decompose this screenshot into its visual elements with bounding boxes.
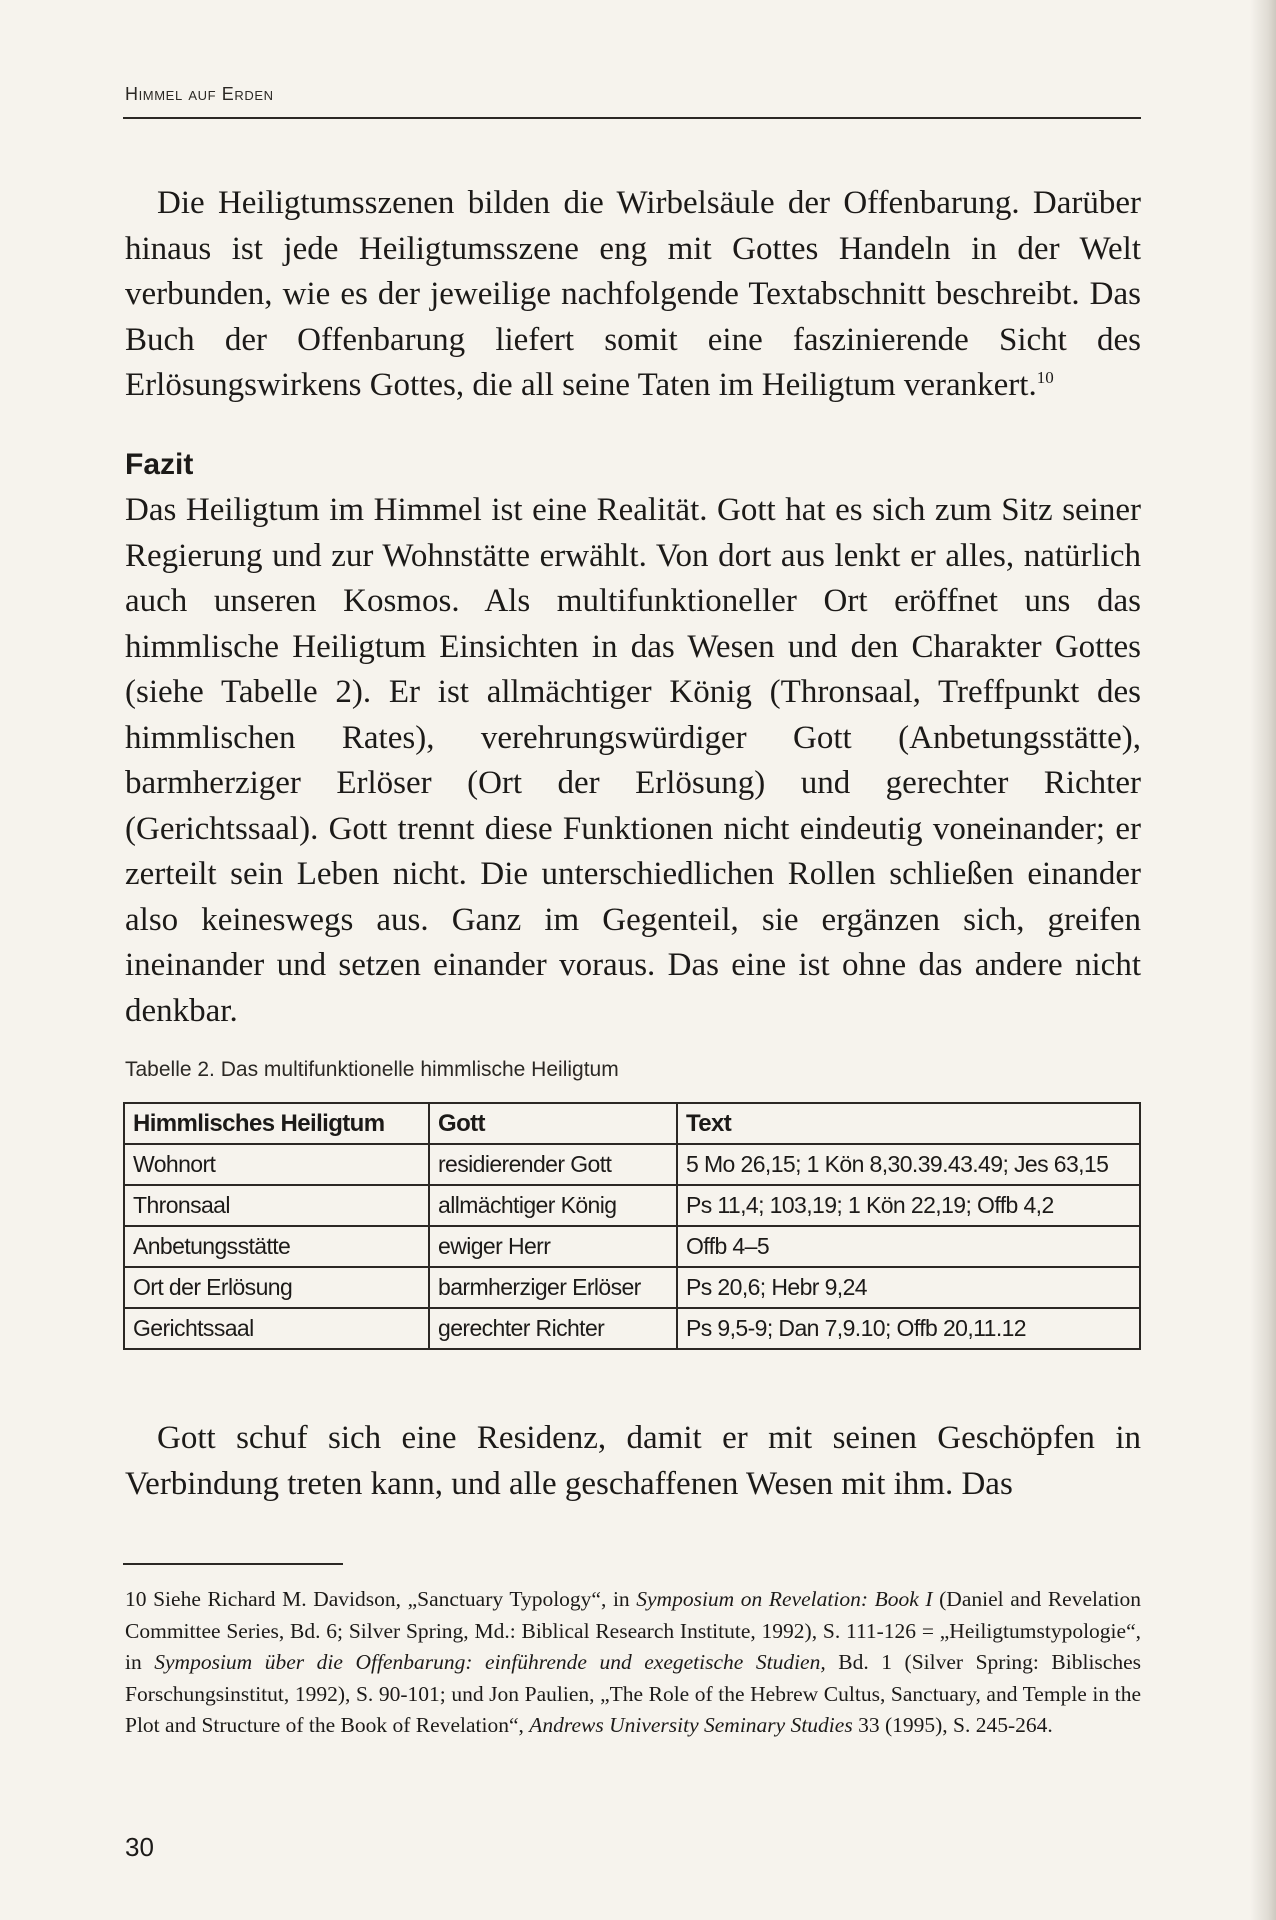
table-cell: Gerichtssaal (124, 1308, 429, 1349)
footnote-text: (Daniel and Revelation Committee Series, Bd. 6; Silver Spring, Md.: Biblical Research Institute, 1992), S. 111-126 = „Heiligtumstypologie“, in (125, 1587, 1141, 1674)
paragraph-2: Das Heiligtum im Himmel ist eine Realität. Gott hat es sich zum Sitz seiner Regierung und zur Wohnstätte erwählt. Von dort aus lenkt er alles, natürlich auch unseren Kosmos. Als multifunktioneller Ort eröffnet uns das himmlische Heiligtum Einsichten in das Wesen und den Charakter Gottes (siehe Tabelle 2). Er ist allmächtiger König (Thronsaal, Treffpunkt des himmlischen Rates), verehrungswürdiger Gott (Anbetungsstätte), barmherziger Erlöser (Ort der Erlösung) und gerechter Richter (Gerichtssaal). Gott trennt diese Funktionen nicht eindeutig voneinander; er zerteilt sein Leben nicht. Die unterschiedlichen Rollen schließen einander also keineswegs aus. Ganz im Gegenteil, sie ergänzen sich, greifen ineinander und setzen einander voraus. Das eine ist ohne das andere nicht denkbar. (125, 492, 1141, 1029)
footnote-text: Bd. 1 (Silver Spring: Biblisches Forschungsinstitut, 1992), S. 90-101; und Jon Paulien, „The Role of the Hebrew Cultus, Sanctuary, and Temple in the Plot and Structure of the Book of Revelation“, (125, 1650, 1141, 1737)
footnote-text: 33 (1995), S. 245-264. (852, 1713, 1053, 1737)
paragraph-1 (125, 181, 1141, 409)
table-cell: Thronsaal (124, 1185, 429, 1226)
table-header-cell: Himmlisches Heiligtum (124, 1103, 429, 1144)
table-header-cell: Text (677, 1103, 1140, 1144)
table-cell: Ps 20,6; Hebr 9,24 (677, 1267, 1140, 1308)
footnote-reference: 10 (1036, 368, 1054, 387)
sanctuary-functions-table (123, 1102, 1141, 1350)
paragraph-3: Gott schuf sich eine Residenz, damit er mit seinen Geschöpfen in Verbindung treten kann, und alle geschaffenen Wesen mit ihm. Das (125, 1420, 1141, 1502)
table-cell: Ps 11,4; 103,19; 1 Kön 22,19; Offb 4,2 (677, 1185, 1140, 1226)
table-cell: Ort der Erlösung (124, 1267, 429, 1308)
table-row (124, 1226, 1140, 1267)
footnote-title: Symposium über die Offenbarung: einführende und exegetische Studien, (154, 1650, 826, 1674)
table-cell: residierender Gott (429, 1144, 677, 1185)
table-caption: Tabelle 2. Das multifunktionelle himmlische Heiligtum (125, 1058, 619, 1081)
table-cell: Wohnort (124, 1144, 429, 1185)
footnote-title: Symposium on Revelation: Book I (636, 1587, 933, 1611)
table-cell: Offb 4–5 (677, 1226, 1140, 1267)
table-cell: barmherziger Erlöser (429, 1267, 677, 1308)
table-row (124, 1185, 1140, 1226)
table-cell: ewiger Herr (429, 1226, 677, 1267)
running-head: Himmel auf Erden (125, 84, 274, 104)
table-header-cell: Gott (429, 1103, 677, 1144)
table-row (124, 1267, 1140, 1308)
footnote-title: Andrews University Seminary Studies (529, 1713, 853, 1737)
table-row (124, 1144, 1140, 1185)
footnote-10 (125, 1584, 1141, 1742)
table-row (124, 1308, 1140, 1349)
header-rule (123, 117, 1141, 119)
table-cell: 5 Mo 26,15; 1 Kön 8,30.39.43.49; Jes 63,15 (677, 1144, 1140, 1185)
paragraph-1-text: Die Heiligtumsszenen bilden die Wirbelsäule der Offenbarung. Darüber hinaus ist jede Heiligtumsszene eng mit Gottes Handeln in der Welt verbunden, wie es der jeweilige nachfolgende Textabschnitt beschreibt. Das Buch der Offenbarung liefert somit eine faszinierende Sicht des Erlösungswirkens Gottes, die all seine Taten im Heiligtum verankert. (125, 185, 1141, 403)
section-heading-fazit: Fazit (125, 448, 194, 481)
table-cell: gerechter Richter (429, 1308, 677, 1349)
table-cell: Anbetungsstätte (124, 1226, 429, 1267)
table-header-row (124, 1103, 1140, 1144)
table-cell: Ps 9,5-9; Dan 7,9.10; Offb 20,11.12 (677, 1308, 1140, 1349)
page-edge-shadow (1250, 0, 1276, 1920)
page-number: 30 (125, 1832, 154, 1862)
footnote-rule (123, 1563, 343, 1565)
footnote-text: Siehe Richard M. Davidson, „Sanctuary Typology“, in (146, 1587, 637, 1611)
table-cell: allmächtiger König (429, 1185, 677, 1226)
footnote-number: 10 (125, 1587, 147, 1611)
